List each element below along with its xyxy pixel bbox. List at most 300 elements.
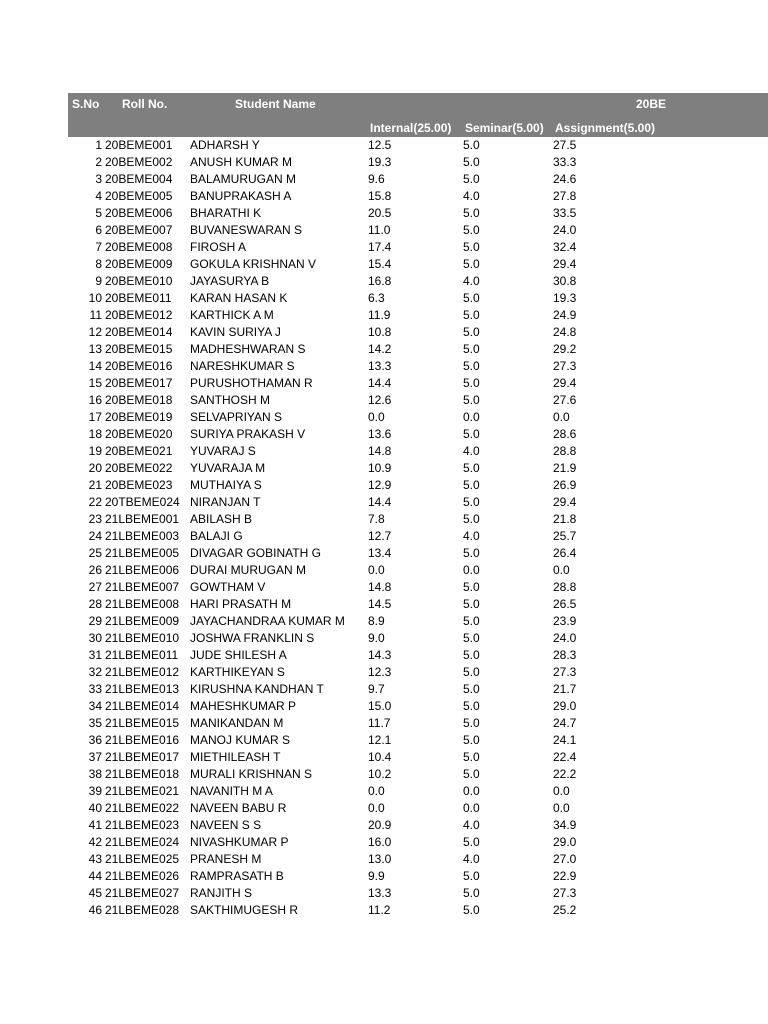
cell-assignment: 29.4 [553, 376, 577, 390]
cell-seminar: 5.0 [463, 546, 480, 560]
cell-sno: 39 [88, 784, 102, 798]
cell-student-name: JAYASURYA B [190, 274, 270, 288]
cell-roll-no: 20BEME002 [105, 155, 173, 169]
cell-seminar: 5.0 [463, 614, 480, 628]
cell-internal: 14.4 [368, 376, 392, 390]
cell-internal: 13.0 [368, 852, 392, 866]
cell-internal: 14.8 [368, 580, 392, 594]
cell-student-name: MAHESHKUMAR P [190, 699, 297, 713]
cell-internal: 0.0 [368, 563, 385, 577]
cell-assignment: 0.0 [553, 410, 570, 424]
cell-assignment: 22.2 [553, 767, 577, 781]
cell-seminar: 5.0 [463, 903, 480, 917]
cell-internal: 20.9 [368, 818, 392, 832]
cell-student-name: PRANESH M [190, 852, 262, 866]
cell-student-name: ABILASH B [190, 512, 253, 526]
cell-internal: 14.4 [368, 495, 392, 509]
cell-seminar: 5.0 [463, 223, 480, 237]
cell-roll-no: 20BEME009 [105, 257, 173, 271]
cell-sno: 4 [95, 189, 102, 203]
table-row [0, 852, 768, 869]
cell-seminar: 4.0 [463, 189, 480, 203]
cell-student-name: BALAMURUGAN M [190, 172, 297, 186]
cell-internal: 0.0 [368, 410, 385, 424]
cell-seminar: 5.0 [463, 495, 480, 509]
cell-roll-no: 21LBEME008 [105, 597, 180, 611]
cell-student-name: SANTHOSH M [190, 393, 271, 407]
cell-sno: 8 [95, 257, 102, 271]
cell-internal: 10.9 [368, 461, 392, 475]
cell-assignment: 32.4 [553, 240, 577, 254]
cell-sno: 38 [88, 767, 102, 781]
cell-student-name: NARESHKUMAR S [190, 359, 295, 373]
cell-student-name: YUVARAJA M [190, 461, 266, 475]
cell-student-name: BHARATHI K [190, 206, 262, 220]
table-row [0, 189, 768, 206]
cell-internal: 12.9 [368, 478, 392, 492]
cell-internal: 13.3 [368, 886, 392, 900]
cell-seminar: 5.0 [463, 325, 480, 339]
cell-seminar: 5.0 [463, 733, 480, 747]
cell-roll-no: 21LBEME021 [105, 784, 180, 798]
table-row [0, 308, 768, 325]
cell-roll-no: 20BEME020 [105, 427, 173, 441]
cell-internal: 11.9 [368, 308, 391, 322]
cell-sno: 37 [88, 750, 102, 764]
cell-roll-no: 21LBEME025 [105, 852, 180, 866]
cell-sno: 21 [88, 478, 102, 492]
cell-sno: 27 [88, 580, 102, 594]
cell-internal: 12.3 [368, 665, 392, 679]
cell-seminar: 5.0 [463, 478, 480, 492]
cell-assignment: 28.8 [553, 444, 577, 458]
table-row [0, 512, 768, 529]
cell-internal: 20.5 [368, 206, 392, 220]
cell-sno: 14 [88, 359, 102, 373]
cell-roll-no: 20BEME010 [105, 274, 173, 288]
cell-assignment: 26.5 [553, 597, 577, 611]
cell-roll-no: 21LBEME018 [105, 767, 180, 781]
table-row [0, 291, 768, 308]
cell-student-name: MUTHAIYA S [190, 478, 262, 492]
cell-internal: 9.0 [368, 631, 385, 645]
cell-seminar: 5.0 [463, 172, 480, 186]
cell-roll-no: 21LBEME027 [105, 886, 180, 900]
cell-internal: 0.0 [368, 784, 385, 798]
table-row [0, 223, 768, 240]
cell-seminar: 4.0 [463, 274, 480, 288]
cell-student-name: KARTHIKEYAN S [190, 665, 285, 679]
cell-roll-no: 21LBEME010 [105, 631, 180, 645]
cell-sno: 17 [88, 410, 102, 424]
cell-student-name: BALAJI G [190, 529, 243, 543]
cell-sno: 23 [88, 512, 102, 526]
cell-assignment: 29.2 [553, 342, 577, 356]
cell-seminar: 5.0 [463, 138, 480, 152]
cell-student-name: KARAN HASAN K [190, 291, 288, 305]
cell-roll-no: 21LBEME001 [105, 512, 180, 526]
cell-sno: 12 [88, 325, 102, 339]
table-row [0, 444, 768, 461]
cell-internal: 14.2 [368, 342, 392, 356]
cell-internal: 12.5 [368, 138, 392, 152]
cell-assignment: 24.0 [553, 223, 577, 237]
cell-roll-no: 20BEME021 [105, 444, 173, 458]
cell-student-name: JOSHWA FRANKLIN S [190, 631, 315, 645]
cell-sno: 44 [88, 869, 102, 883]
table-row [0, 614, 768, 631]
cell-assignment: 29.0 [553, 835, 577, 849]
cell-sno: 35 [88, 716, 102, 730]
table-row [0, 665, 768, 682]
cell-internal: 13.4 [368, 546, 392, 560]
cell-internal: 15.8 [368, 189, 392, 203]
table-row [0, 801, 768, 818]
cell-roll-no: 20BEME019 [105, 410, 173, 424]
table-row [0, 682, 768, 699]
cell-roll-no: 20BEME005 [105, 189, 173, 203]
table-row [0, 342, 768, 359]
cell-roll-no: 21LBEME003 [105, 529, 180, 543]
cell-student-name: SELVAPRIYAN S [190, 410, 283, 424]
cell-sno: 24 [88, 529, 102, 543]
cell-sno: 9 [95, 274, 102, 288]
cell-sno: 18 [88, 427, 102, 441]
table-row [0, 376, 768, 393]
cell-sno: 11 [89, 308, 102, 322]
cell-sno: 28 [88, 597, 102, 611]
table-row [0, 869, 768, 886]
cell-roll-no: 20BEME012 [105, 308, 173, 322]
cell-roll-no: 20TBEME024 [105, 495, 180, 509]
table-row [0, 767, 768, 784]
cell-assignment: 34.9 [553, 818, 577, 832]
table-row [0, 546, 768, 563]
cell-seminar: 5.0 [463, 393, 480, 407]
cell-internal: 11.0 [368, 223, 391, 237]
table-row [0, 359, 768, 376]
cell-roll-no: 20BEME008 [105, 240, 173, 254]
cell-internal: 10.4 [368, 750, 392, 764]
cell-sno: 43 [88, 852, 102, 866]
cell-student-name: ADHARSH Y [190, 138, 260, 152]
cell-internal: 9.7 [368, 682, 385, 696]
cell-seminar: 4.0 [463, 818, 480, 832]
cell-assignment: 21.7 [553, 682, 577, 696]
cell-student-name: KAVIN SURIYA J [190, 325, 281, 339]
cell-sno: 22 [88, 495, 102, 509]
cell-student-name: JAYACHANDRAA KUMAR M [190, 614, 345, 628]
table-row [0, 886, 768, 903]
cell-seminar: 4.0 [463, 852, 480, 866]
table-row [0, 325, 768, 342]
cell-seminar: 0.0 [463, 563, 480, 577]
cell-student-name: MIETHILEASH T [190, 750, 281, 764]
table-row [0, 529, 768, 546]
cell-seminar: 5.0 [463, 291, 480, 305]
table-row [0, 835, 768, 852]
cell-sno: 13 [88, 342, 102, 356]
cell-roll-no: 20BEME004 [105, 172, 173, 186]
cell-seminar: 5.0 [463, 240, 480, 254]
cell-assignment: 25.2 [553, 903, 577, 917]
cell-roll-no: 20BEME006 [105, 206, 173, 220]
cell-seminar: 4.0 [463, 529, 480, 543]
table-row [0, 427, 768, 444]
cell-student-name: MURALI KRISHNAN S [190, 767, 313, 781]
cell-seminar: 5.0 [463, 716, 480, 730]
cell-student-name: HARI PRASATH M [190, 597, 292, 611]
cell-student-name: DIVAGAR GOBINATH G [190, 546, 321, 560]
cell-seminar: 5.0 [463, 631, 480, 645]
cell-internal: 14.3 [368, 648, 392, 662]
cell-roll-no: 20BEME014 [105, 325, 173, 339]
cell-internal: 11.7 [368, 716, 391, 730]
cell-roll-no: 21LBEME006 [105, 563, 180, 577]
cell-roll-no: 20BEME017 [105, 376, 173, 390]
cell-internal: 16.8 [368, 274, 392, 288]
cell-assignment: 30.8 [553, 274, 577, 288]
cell-student-name: RANJITH S [190, 886, 253, 900]
table-row [0, 461, 768, 478]
cell-assignment: 21.8 [553, 512, 577, 526]
cell-roll-no: 21LBEME028 [105, 903, 180, 917]
cell-internal: 15.4 [368, 257, 392, 271]
cell-student-name: YUVARAJ S [190, 444, 256, 458]
cell-assignment: 0.0 [553, 563, 570, 577]
cell-sno: 41 [88, 818, 102, 832]
cell-seminar: 5.0 [463, 767, 480, 781]
cell-assignment: 24.1 [553, 733, 577, 747]
table-row [0, 903, 768, 920]
cell-seminar: 5.0 [463, 869, 480, 883]
cell-assignment: 0.0 [553, 784, 570, 798]
cell-assignment: 26.9 [553, 478, 577, 492]
cell-sno: 36 [88, 733, 102, 747]
cell-assignment: 24.9 [553, 308, 577, 322]
cell-seminar: 5.0 [463, 665, 480, 679]
cell-roll-no: 20BEME011 [105, 291, 172, 305]
cell-sno: 29 [88, 614, 102, 628]
cell-sno: 31 [88, 648, 102, 662]
cell-seminar: 5.0 [463, 257, 480, 271]
cell-seminar: 0.0 [463, 410, 480, 424]
cell-internal: 12.1 [368, 733, 392, 747]
cell-student-name: SURIYA PRAKASH V [190, 427, 306, 441]
cell-roll-no: 20BEME016 [105, 359, 173, 373]
table-row [0, 257, 768, 274]
cell-roll-no: 21LBEME022 [105, 801, 180, 815]
cell-student-name: NIRANJAN T [190, 495, 261, 509]
cell-student-name: NIVASHKUMAR P [190, 835, 289, 849]
table-row [0, 478, 768, 495]
cell-seminar: 5.0 [463, 342, 480, 356]
cell-internal: 9.6 [368, 172, 385, 186]
cell-assignment: 26.4 [553, 546, 577, 560]
cell-roll-no: 21LBEME009 [105, 614, 180, 628]
cell-student-name: BUVANESWARAN S [190, 223, 303, 237]
header-internal: Internal(25.00) [370, 121, 452, 135]
cell-internal: 16.0 [368, 835, 392, 849]
cell-roll-no: 21LBEME005 [105, 546, 180, 560]
cell-sno: 25 [88, 546, 102, 560]
cell-assignment: 27.3 [553, 886, 577, 900]
cell-student-name: PURUSHOTHAMAN R [190, 376, 313, 390]
header-sno: S.No [72, 97, 100, 111]
cell-student-name: GOWTHAM V [190, 580, 266, 594]
header-group: 20BE [636, 97, 667, 111]
cell-assignment: 22.4 [553, 750, 577, 764]
cell-roll-no: 21LBEME026 [105, 869, 180, 883]
cell-roll-no: 21LBEME015 [105, 716, 180, 730]
cell-student-name: FIROSH A [190, 240, 247, 254]
cell-assignment: 21.9 [553, 461, 577, 475]
cell-assignment: 24.8 [553, 325, 577, 339]
cell-student-name: MANOJ KUMAR S [190, 733, 291, 747]
cell-assignment: 24.0 [553, 631, 577, 645]
cell-assignment: 28.6 [553, 427, 577, 441]
cell-sno: 30 [88, 631, 102, 645]
table-row [0, 580, 768, 597]
cell-seminar: 5.0 [463, 155, 480, 169]
cell-internal: 10.2 [368, 767, 392, 781]
cell-seminar: 5.0 [463, 308, 480, 322]
cell-assignment: 27.3 [553, 665, 577, 679]
cell-student-name: MADHESHWARAN S [190, 342, 306, 356]
cell-assignment: 23.9 [553, 614, 577, 628]
cell-sno: 34 [88, 699, 102, 713]
header-seminar: Seminar(5.00) [465, 121, 544, 135]
cell-roll-no: 21LBEME013 [105, 682, 180, 696]
cell-roll-no: 21LBEME023 [105, 818, 180, 832]
cell-assignment: 28.3 [553, 648, 577, 662]
table-row [0, 274, 768, 291]
cell-assignment: 29.0 [553, 699, 577, 713]
cell-internal: 15.0 [368, 699, 392, 713]
cell-seminar: 5.0 [463, 835, 480, 849]
cell-sno: 5 [95, 206, 102, 220]
cell-sno: 6 [95, 223, 102, 237]
cell-seminar: 5.0 [463, 750, 480, 764]
cell-seminar: 5.0 [463, 206, 480, 220]
table-row [0, 716, 768, 733]
cell-assignment: 28.8 [553, 580, 577, 594]
cell-internal: 0.0 [368, 801, 385, 815]
table-row [0, 138, 768, 155]
cell-seminar: 0.0 [463, 784, 480, 798]
cell-roll-no: 21LBEME014 [105, 699, 180, 713]
cell-roll-no: 21LBEME016 [105, 733, 180, 747]
cell-internal: 19.3 [368, 155, 392, 169]
cell-internal: 7.8 [368, 512, 385, 526]
cell-student-name: NAVEEN S S [190, 818, 262, 832]
cell-sno: 45 [88, 886, 102, 900]
cell-sno: 1 [95, 138, 102, 152]
table-row [0, 393, 768, 410]
cell-student-name: NAVANITH M A [190, 784, 273, 798]
cell-sno: 26 [88, 563, 102, 577]
table-row [0, 172, 768, 189]
cell-internal: 13.6 [368, 427, 392, 441]
cell-assignment: 25.7 [553, 529, 577, 543]
cell-student-name: KIRUSHNA KANDHAN T [190, 682, 324, 696]
cell-roll-no: 21LBEME007 [105, 580, 180, 594]
cell-internal: 9.9 [368, 869, 385, 883]
cell-student-name: ANUSH KUMAR M [190, 155, 293, 169]
cell-student-name: BANUPRAKASH A [190, 189, 292, 203]
cell-assignment: 19.3 [553, 291, 577, 305]
cell-internal: 12.6 [368, 393, 392, 407]
cell-student-name: MANIKANDAN M [190, 716, 284, 730]
cell-student-name: NAVEEN BABU R [190, 801, 287, 815]
table-row [0, 206, 768, 223]
cell-roll-no: 20BEME022 [105, 461, 173, 475]
table-row [0, 818, 768, 835]
cell-assignment: 27.0 [553, 852, 577, 866]
table-row [0, 410, 768, 427]
table-row [0, 563, 768, 580]
cell-internal: 12.7 [368, 529, 392, 543]
header-assignment: Assignment(5.00) [555, 121, 656, 135]
cell-sno: 46 [88, 903, 102, 917]
table-row [0, 699, 768, 716]
cell-roll-no: 21LBEME012 [105, 665, 180, 679]
cell-seminar: 5.0 [463, 886, 480, 900]
table-row [0, 631, 768, 648]
table-header [68, 93, 768, 137]
cell-seminar: 0.0 [463, 801, 480, 815]
table-row [0, 750, 768, 767]
cell-sno: 2 [95, 155, 102, 169]
cell-assignment: 29.4 [553, 495, 577, 509]
cell-sno: 16 [88, 393, 102, 407]
header-student-name: Student Name [235, 97, 316, 111]
cell-assignment: 0.0 [553, 801, 570, 815]
cell-student-name: JUDE SHILESH A [190, 648, 287, 662]
cell-sno: 10 [88, 291, 102, 305]
header-roll-no: Roll No. [122, 97, 168, 111]
cell-sno: 20 [88, 461, 102, 475]
cell-sno: 40 [88, 801, 102, 815]
cell-assignment: 27.6 [553, 393, 577, 407]
cell-internal: 13.3 [368, 359, 392, 373]
cell-seminar: 5.0 [463, 427, 480, 441]
table-body [0, 138, 768, 920]
cell-roll-no: 21LBEME024 [105, 835, 180, 849]
table-row [0, 155, 768, 172]
cell-student-name: GOKULA KRISHNAN V [190, 257, 317, 271]
cell-assignment: 33.5 [553, 206, 577, 220]
cell-seminar: 5.0 [463, 512, 480, 526]
cell-roll-no: 21LBEME017 [105, 750, 180, 764]
cell-internal: 14.8 [368, 444, 392, 458]
cell-roll-no: 20BEME001 [105, 138, 173, 152]
cell-roll-no: 20BEME007 [105, 223, 173, 237]
cell-sno: 3 [95, 172, 102, 186]
cell-seminar: 5.0 [463, 376, 480, 390]
cell-sno: 42 [88, 835, 102, 849]
cell-seminar: 5.0 [463, 682, 480, 696]
cell-student-name: SAKTHIMUGESH R [190, 903, 299, 917]
cell-internal: 8.9 [368, 614, 385, 628]
cell-student-name: DURAI MURUGAN M [190, 563, 306, 577]
cell-internal: 17.4 [368, 240, 392, 254]
cell-roll-no: 20BEME023 [105, 478, 173, 492]
table-row [0, 240, 768, 257]
cell-assignment: 24.6 [553, 172, 577, 186]
cell-student-name: RAMPRASATH B [190, 869, 284, 883]
cell-assignment: 29.4 [553, 257, 577, 271]
